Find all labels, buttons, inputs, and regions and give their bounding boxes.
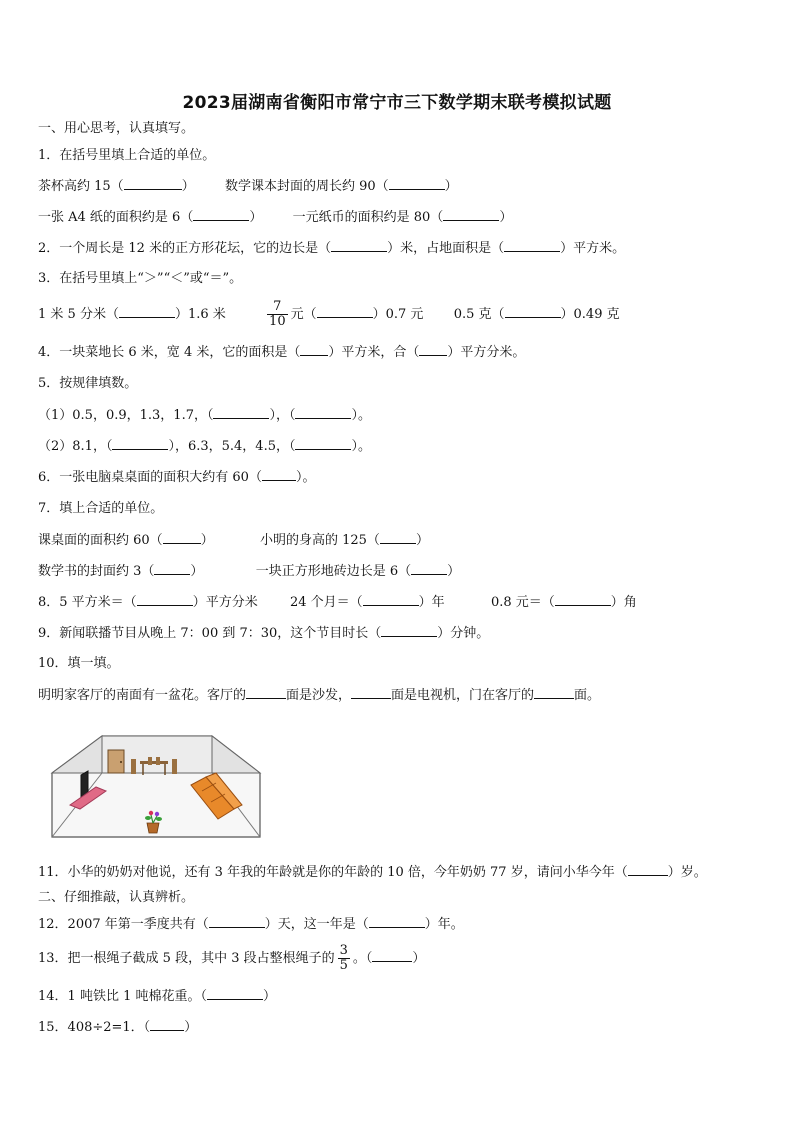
- question-5-row-2: [38, 437, 371, 456]
- paren-close: ）: [200, 533, 214, 548]
- q10-text-1: 明明家客厅的南面有一盆花。客厅的: [38, 688, 247, 703]
- page-title: 2023届湖南省衡阳市常宁市三下数学期末联考模拟试题: [182, 93, 612, 113]
- fraction-numerator: 7: [273, 299, 282, 314]
- paren-close: ）: [499, 210, 513, 225]
- q13-text-2: 。（: [352, 951, 373, 966]
- question-15: [38, 1018, 197, 1037]
- question-2: [38, 239, 625, 258]
- answer-blank[interactable]: [331, 239, 387, 252]
- question-8: [38, 593, 637, 612]
- paren-close: ）: [412, 951, 426, 966]
- q8-item-a-end: ）平方分米: [192, 595, 258, 610]
- question-13: [38, 942, 425, 976]
- q1-item-c: 一张 A4 纸的面积约是 6（: [38, 210, 194, 225]
- door-icon: [108, 750, 124, 773]
- question-10-row: [38, 686, 600, 705]
- q7-item-b: 小明的身高的 125（: [259, 533, 380, 548]
- q10-text-3: 面是电视机，门在客厅的: [391, 688, 535, 703]
- q6-text-1: 6．一张电脑桌桌面的面积大约有 60（: [38, 470, 262, 485]
- paren-close: ）: [181, 179, 195, 194]
- question-4: [38, 343, 525, 362]
- answer-blank[interactable]: [505, 305, 561, 318]
- answer-blank[interactable]: [246, 686, 286, 699]
- question-12: [38, 915, 464, 934]
- q5-seq-2-end: ）。: [351, 439, 371, 454]
- paren-close: ）: [444, 179, 458, 194]
- answer-blank[interactable]: [209, 915, 265, 928]
- q2-text-1: 2．一个周长是 12 米的正方形花坛，它的边长是（: [38, 241, 332, 256]
- answer-blank[interactable]: [119, 305, 175, 318]
- q4-text-3: ）平方分米。: [447, 345, 526, 360]
- question-7-row-2: [38, 562, 460, 581]
- q3-item-c-end: ）0.49 克: [560, 307, 620, 322]
- q6-text-2: ）。: [295, 470, 316, 485]
- fraction-7-10: [267, 300, 288, 329]
- q2-text-3: ）平方米。: [560, 241, 626, 256]
- q15-text-1: 15．408÷2=1．（: [38, 1020, 151, 1035]
- q5-seq-1-mid: ），（: [269, 408, 296, 423]
- q10-text-4: 面。: [574, 688, 601, 703]
- answer-blank[interactable]: [137, 593, 193, 606]
- q3-item-b-end: ）0.7 元: [372, 307, 424, 322]
- fraction-numerator: 3: [339, 943, 348, 958]
- answer-blank[interactable]: [411, 562, 447, 575]
- answer-blank[interactable]: [317, 305, 373, 318]
- answer-blank[interactable]: [555, 593, 611, 606]
- answer-blank[interactable]: [300, 343, 328, 356]
- q5-seq-2-text: （2）8.1，（: [38, 439, 113, 454]
- paren-close: ）: [447, 564, 461, 579]
- answer-blank[interactable]: [363, 593, 419, 606]
- q9-text-2: ）分钟。: [437, 626, 490, 641]
- q1-item-d: 一元纸币的面积约是 80（: [292, 210, 444, 225]
- q12-text-1: 12．2007 年第一季度共有（: [38, 917, 209, 932]
- q8-item-b-end: ）年: [418, 595, 445, 610]
- answer-blank[interactable]: [534, 686, 574, 699]
- fraction-3-5: [338, 944, 350, 973]
- q4-text-2: ）平方米，合（: [328, 345, 420, 360]
- answer-blank[interactable]: [213, 406, 269, 419]
- question-11: [38, 863, 707, 882]
- question-6: [38, 468, 315, 487]
- question-14: [38, 987, 276, 1006]
- q12-text-2: ）天，这一年是（: [264, 917, 369, 932]
- q4-text-1: 4．一块菜地长 6 米，宽 4 米，它的面积是（: [38, 345, 301, 360]
- question-9: [38, 624, 489, 643]
- q7-item-c: 数学书的封面约 3（: [38, 564, 155, 579]
- section-heading-2: 二、仔细推敲，认真辨析。: [38, 890, 195, 905]
- answer-blank[interactable]: [207, 987, 263, 1000]
- q2-text-2: ）米，占地面积是（: [387, 241, 505, 256]
- q5-seq-1-text: （1）0.5，0.9，1.3，1.7，（: [38, 408, 214, 423]
- question-1-stem: 1．在括号里填上合适的单位。: [38, 148, 216, 163]
- q8-item-b: 24 个月＝（: [289, 595, 363, 610]
- q5-seq-1-end: ）。: [351, 408, 371, 423]
- q10-text-2: 面是沙发，: [286, 688, 352, 703]
- q13-text-1: 13．把一根绳子截成 5 段，其中 3 段占整根绳子的: [38, 951, 335, 966]
- paren-close: ）: [190, 564, 204, 579]
- q11-text-2: ）岁。: [667, 865, 707, 880]
- q7-item-d: 一块正方形地砖边长是 6（: [255, 564, 412, 579]
- question-10-stem: 10．填一填。: [38, 656, 120, 671]
- question-7-row-1: [38, 531, 429, 550]
- paren-close: ）: [184, 1020, 198, 1035]
- q8-item-a: 8．5 平方米＝（: [38, 595, 137, 610]
- question-3-stem: 3．在括号里填上“＞”“＜”或“＝”。: [38, 271, 243, 286]
- paren-close: ）: [262, 989, 276, 1004]
- q7-item-a: 课桌面的面积约 60（: [38, 533, 163, 548]
- question-1-row-1: [38, 177, 458, 196]
- q14-text-1: 14．1 吨铁比 1 吨棉花重。（: [38, 989, 207, 1004]
- answer-blank[interactable]: [381, 624, 437, 637]
- q3-item-a-end: ）1.6 米: [174, 307, 226, 322]
- answer-blank[interactable]: [295, 406, 351, 419]
- answer-blank[interactable]: [295, 437, 351, 450]
- q8-item-c-end: ）角: [610, 595, 637, 610]
- question-5-stem: 5．按规律填数。: [38, 376, 138, 391]
- q1-item-b: 数学课本封面的周长约 90（: [224, 179, 389, 194]
- q3-item-b: 元（: [290, 307, 317, 322]
- question-7-stem: 7．填上合适的单位。: [38, 501, 164, 516]
- answer-blank[interactable]: [380, 531, 416, 544]
- answer-blank[interactable]: [369, 915, 425, 928]
- section-heading-1: 一、用心思考，认真填写。: [38, 121, 195, 136]
- question-3-row: [38, 300, 620, 330]
- answer-blank[interactable]: [262, 468, 296, 481]
- living-room-illustration: [48, 733, 263, 839]
- answer-blank[interactable]: [193, 208, 249, 221]
- q8-item-c: 0.8 元＝（: [490, 595, 555, 610]
- q11-text-1: 11．小华的奶奶对他说，还有 3 年我的年龄就是你的年龄的 10 倍，今年奶奶 77 岁，请问小华今年（: [38, 865, 628, 880]
- q3-item-c: 0.5 克（: [453, 307, 505, 322]
- answer-blank[interactable]: [154, 562, 190, 575]
- answer-blank[interactable]: [150, 1018, 184, 1031]
- answer-blank[interactable]: [389, 177, 445, 190]
- fraction-denominator: 5: [339, 958, 348, 973]
- question-1-row-2: [38, 208, 512, 227]
- q3-item-a: 1 米 5 分米（: [38, 307, 119, 322]
- q5-seq-2-mid: ），6.3，5.4，4.5，（: [168, 439, 296, 454]
- q1-item-a: 茶杯高约 15（: [38, 179, 124, 194]
- paren-close: ）: [415, 533, 429, 548]
- answer-blank[interactable]: [628, 863, 668, 876]
- answer-blank[interactable]: [124, 177, 182, 190]
- answer-blank[interactable]: [372, 949, 412, 962]
- question-5-row-1: [38, 406, 371, 425]
- answer-blank[interactable]: [419, 343, 447, 356]
- answer-blank[interactable]: [351, 686, 391, 699]
- fraction-denominator: 10: [269, 314, 286, 329]
- answer-blank[interactable]: [504, 239, 560, 252]
- answer-blank[interactable]: [443, 208, 499, 221]
- q12-text-3: ）年。: [424, 917, 464, 932]
- answer-blank[interactable]: [112, 437, 168, 450]
- paren-close: ）: [249, 210, 263, 225]
- q9-text-1: 9．新闻联播节目从晚上 7：00 到 7：30，这个节目时长（: [38, 626, 382, 641]
- answer-blank[interactable]: [163, 531, 201, 544]
